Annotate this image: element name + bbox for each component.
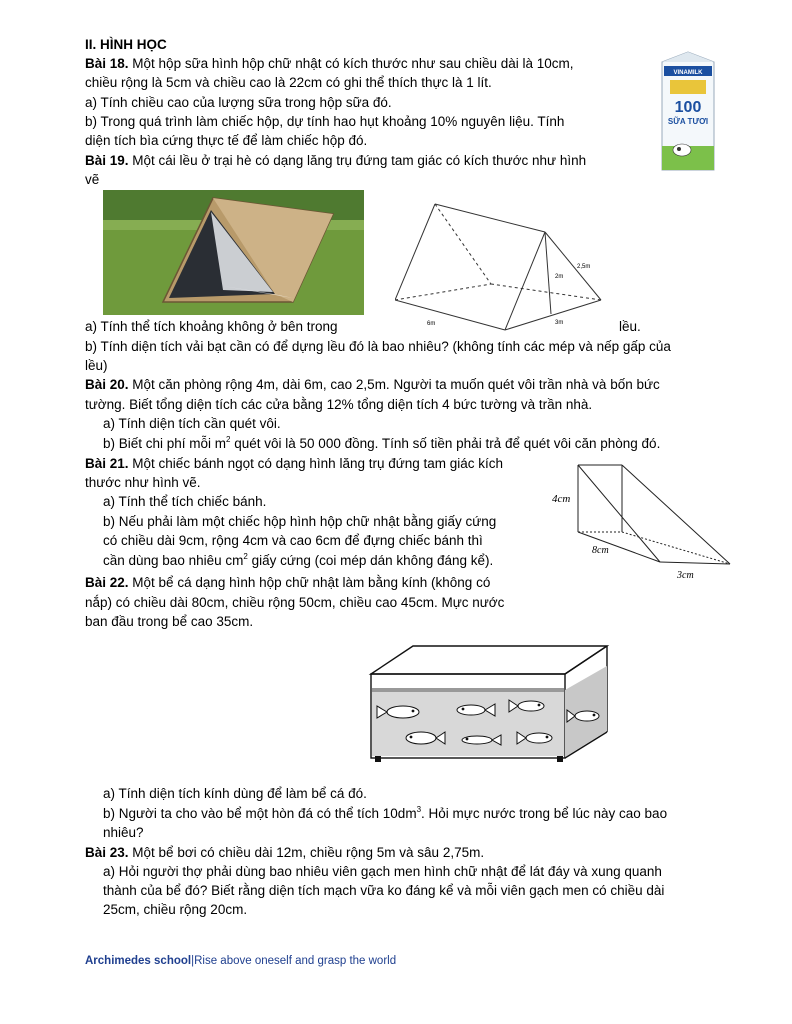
b23-a1: a) Hỏi người thợ phải dùng bao nhiêu viên gạch men hình chữ nhật để lát đáy và xung quanh — [103, 864, 662, 879]
tent-dim-length: 6m — [427, 321, 436, 327]
b21-a: a) Tính thể tích chiếc bánh. — [103, 494, 267, 509]
b22-text1: Một bể cá dạng hình hộp chữ nhật làm bằng kính (không có — [132, 575, 491, 590]
b20-b-pre: b) Biết chi phí mỗi m — [103, 436, 227, 451]
b21-b3 — [103, 552, 493, 570]
b18-text1: Một hộp sữa hình hộp chữ nhật có kích thước như sau chiều dài là 10cm, — [132, 56, 574, 71]
b19-a-end: lều. — [619, 319, 641, 334]
footer-separator: | — [191, 955, 195, 967]
cake-prism-diagram — [550, 460, 740, 585]
b20-a: a) Tính diện tích cần quét vôi. — [103, 416, 281, 431]
b21-label: Bài 21. — [85, 456, 129, 471]
b21-b3-pre: cần dùng bao nhiêu cm — [103, 553, 244, 568]
milk-carton-image — [652, 50, 724, 174]
b22-line1 — [85, 574, 490, 592]
b22-b1-pre: b) Người ta cho vào bể một hòn đá có thể tích 10dm — [103, 806, 417, 821]
page-footer — [85, 955, 396, 967]
b20-line2: tường. Biết tổng diện tích các cửa bằng 12% tổng diện tích 4 bức tường và trần nhà. — [85, 397, 593, 412]
footer-motto: Rise above oneself and grasp the world — [194, 955, 397, 967]
b22-b2: nhiêu? — [103, 825, 144, 840]
b18-b1: b) Trong quá trình làm chiếc hộp, dự tính hao hụt khoảng 10% nguyên liệu. Tính — [85, 114, 565, 129]
b22-a: a) Tính diện tích kính dùng để làm bể cá đó. — [103, 786, 367, 801]
b22-b1 — [103, 805, 667, 823]
b19-text1: Một cái lều ở trại hè có dạng lăng trụ đứng tam giác có kích thước như hình — [132, 153, 587, 168]
b19-line1 — [85, 152, 586, 170]
footer-school: Archimedes school — [85, 955, 192, 967]
b20-b-post: quét vôi là 50 000 đồng. Tính số tiền phải trả để quét vôi căn phòng đó. — [230, 436, 661, 451]
b22-line2: nắp) có chiều dài 80cm, chiều rộng 50cm, chiều cao 45cm. Mực nước — [85, 595, 505, 610]
b20-text1: Một căn phòng rộng 4m, dài 6m, cao 2,5m. Người ta muốn quét vôi trần nhà và bốn bức — [132, 377, 660, 392]
b21-line2: thước như hình vẽ. — [85, 475, 201, 490]
b19-line2: vẽ — [85, 172, 100, 187]
b20-b — [103, 435, 660, 453]
b22-label: Bài 22. — [85, 575, 129, 590]
b19-label: Bài 19. — [85, 153, 129, 168]
b23-a2: thành của bể đó? Biết rằng diện tích mạch vữa ko đáng kể và mỗi viên gạch men có chiều dài — [103, 883, 665, 898]
carton-big-number: 100 — [674, 99, 702, 116]
tent-dim-slant: 2,5m — [577, 264, 591, 270]
tent-dim-base: 3m — [555, 320, 564, 326]
b20-label: Bài 20. — [85, 377, 129, 392]
b22-b1-sup: 3 — [416, 805, 422, 814]
carton-sub: SỮA TƯƠI — [667, 117, 709, 126]
b18-line1 — [85, 55, 574, 73]
tent-prism-diagram — [395, 196, 610, 334]
cake-dim-h: 4cm — [552, 493, 571, 505]
b21-b2: có chiều dài 9cm, rộng 4cm và cao 6cm để đựng chiếc bánh thì — [103, 533, 483, 548]
b22-b1-post: . Hỏi mực nước trong bể lúc này cao bao — [421, 806, 668, 821]
b18-line2: chiều rộng là 5cm và chiều cao là 22cm có ghi thể thích thực là 1 lít. — [85, 75, 492, 90]
b18-label: Bài 18. — [85, 56, 129, 71]
tent-dim-height: 2m — [555, 274, 564, 280]
b21-text1: Một chiếc bánh ngọt có dạng hình lăng trụ đứng tam giác kích — [132, 456, 504, 471]
b23-label: Bài 23. — [85, 845, 129, 860]
section-title: II. HÌNH HỌC — [85, 37, 167, 52]
b20-line1 — [85, 376, 660, 394]
cake-dim-w: 3cm — [677, 570, 694, 581]
b21-b1: b) Nếu phải làm một chiếc hộp hình hộp chữ nhật bằng giấy cứng — [103, 514, 497, 529]
b19-b1: b) Tính diện tích vải bạt cần có để dựng lều đó là bao nhiêu? (không tính các mép và nếp gấp của — [85, 339, 671, 354]
b19-b2: lều) — [85, 358, 108, 373]
carton-brand: VINAMILK — [673, 70, 703, 76]
b21-line1 — [85, 455, 503, 473]
b23-line1 — [85, 844, 484, 862]
b21-b3-sup: 2 — [243, 552, 248, 561]
b19-a: a) Tính thể tích khoảng không ở bên trong — [85, 319, 338, 334]
b22-line3: ban đầu trong bể cao 35cm. — [85, 614, 254, 629]
b23-text1: Một bể bơi có chiều dài 12m, chiều rộng 5m và sâu 2,75m. — [132, 845, 485, 860]
b20-b-sup: 2 — [226, 435, 231, 444]
tent-photo — [103, 190, 364, 315]
aquarium-illustration — [365, 640, 611, 762]
b21-b3-post: giấy cứng (coi mép dán không đáng kể). — [247, 553, 494, 568]
b18-a: a) Tính chiều cao của lượng sữa trong hộp sữa đó. — [85, 95, 392, 110]
b18-b2: diện tích bìa cứng thực tế để làm chiếc hộp đó. — [85, 133, 368, 148]
b23-a3: 25cm, chiều rộng 20cm. — [103, 902, 248, 917]
cake-dim-l: 8cm — [592, 545, 609, 556]
